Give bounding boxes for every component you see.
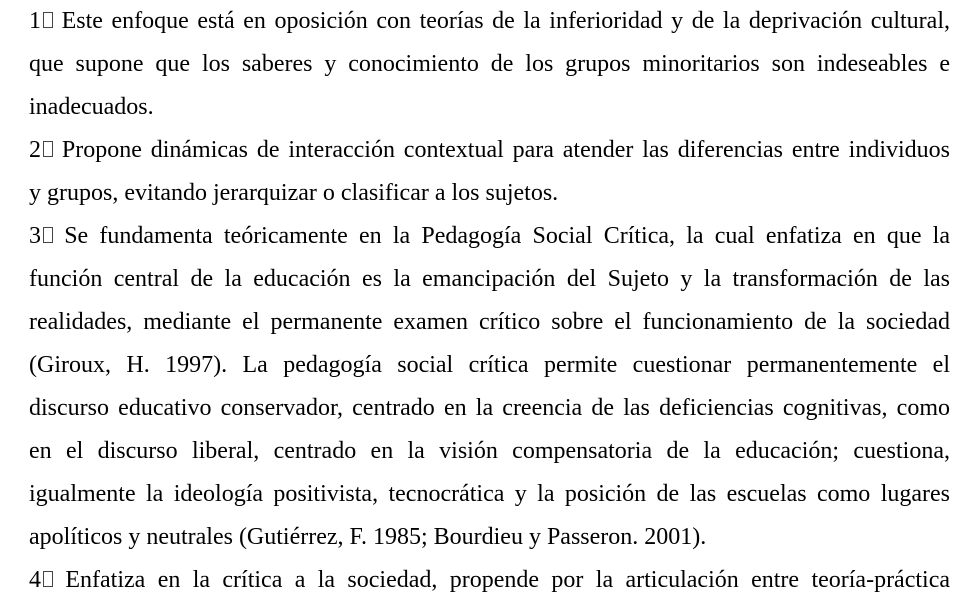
text-line <box>29 473 950 516</box>
text-line <box>29 559 950 602</box>
line-text: Propone dinámicas de interacción contextual para atender las diferencias entre individuos <box>61 137 950 163</box>
missing-glyph-box <box>43 12 53 28</box>
text-line <box>29 129 950 172</box>
item-number: 3 <box>29 223 41 249</box>
line-text: Este enfoque está en oposición con teorías de la inferioridad y de la deprivación cultural, <box>61 8 950 34</box>
text-line <box>29 86 950 129</box>
line-text: que supone que los saberes y conocimiento de los grupos minoritarios son indeseables e <box>29 51 950 77</box>
missing-glyph-box <box>43 227 53 243</box>
text-line <box>29 301 950 344</box>
text-line <box>29 516 950 559</box>
line-text: igualmente la ideología positivista, tecnocrática y la posición de las escuelas como lugares <box>29 481 950 507</box>
missing-glyph-box <box>43 571 53 587</box>
list-item-4 <box>29 559 950 602</box>
item-number: 4 <box>29 567 41 593</box>
line-text: realidades, mediante el permanente examen crítico sobre el funcionamiento de la sociedad <box>29 309 950 335</box>
text-line <box>29 0 950 43</box>
line-text: Enfatiza en la crítica a la sociedad, propende por la articulación entre teoría-práctica <box>65 567 950 593</box>
text-line <box>29 215 950 258</box>
line-text: (Giroux, H. 1997). La pedagogía social crítica permite cuestionar permanentemente el <box>29 352 950 378</box>
line-text: Se fundamenta teóricamente en la Pedagogía Social Crítica, la cual enfatiza en que la <box>64 223 950 249</box>
line-text: apolíticos y neutrales (Gutiérrez, F. 1985; Bourdieu y Passeron. 2001). <box>29 524 707 550</box>
line-text: función central de la educación es la emancipación del Sujeto y la transformación de las <box>29 266 950 292</box>
line-text: discurso educativo conservador, centrado en la creencia de las deficiencias cognitivas, como <box>29 395 950 421</box>
line-text: inadecuados. <box>29 94 154 120</box>
line-text: y grupos, evitando jerarquizar o clasificar a los sujetos. <box>29 180 559 206</box>
list-item-3 <box>29 215 950 559</box>
text-line <box>29 258 950 301</box>
text-line <box>29 344 950 387</box>
text-line <box>29 172 950 215</box>
text-line <box>29 430 950 473</box>
document-body <box>29 0 950 602</box>
list-item-1 <box>29 0 950 129</box>
list-item-2 <box>29 129 950 215</box>
item-number: 2 <box>29 137 41 163</box>
text-line <box>29 43 950 86</box>
text-line <box>29 387 950 430</box>
missing-glyph-box <box>43 141 53 157</box>
item-number: 1 <box>29 8 41 34</box>
line-text: en el discurso liberal, centrado en la visión compensatoria de la educación; cuestiona, <box>29 438 950 464</box>
